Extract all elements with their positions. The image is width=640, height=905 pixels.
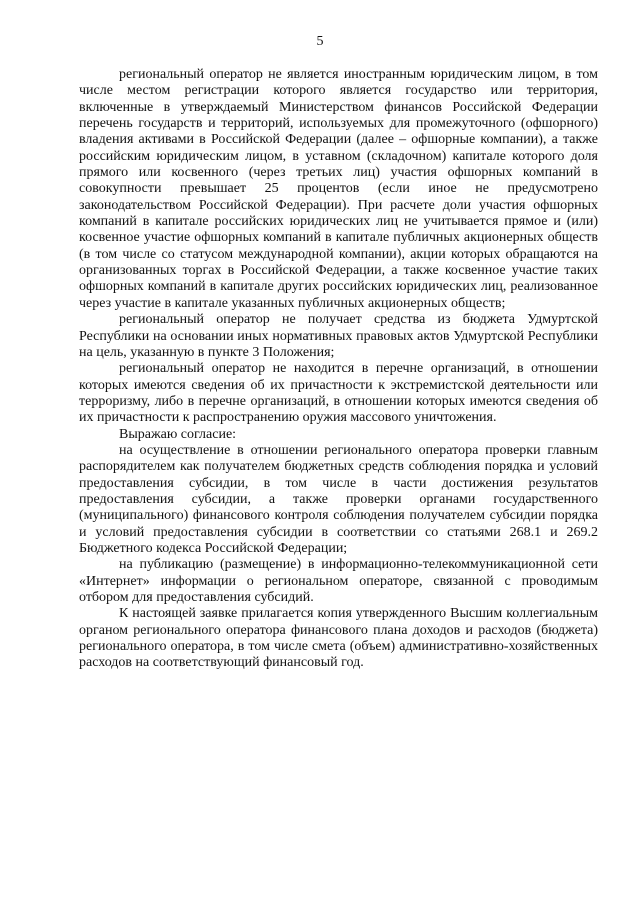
paragraph-consent-heading: Выражаю согласие:: [119, 426, 237, 442]
paragraph-consent-inspections: на осуществление в отношении регионального оператора проверки главным распорядителем как получателем бюджетных средств соблюдения порядка и условий предоставления субсидии, в том числе в части достижения результатов предоставления субсидии, а также проверки органами государственного (муниципального) финансового контроля соблюдения получателем субсидии порядка и условий предоставления субсидии в соответствии со статьями 268.1 и 269.2 Бюджетного кодекса Российской Федерации;: [79, 442, 598, 556]
page-number: 5: [316, 34, 324, 49]
paragraph-attachment: К настоящей заявке прилагается копия утвержденного Высшим коллегиальным органом регионального оператора финансового плана доходов и расходов (бюджета) регионального оператора, в том числе смета (объем) административно-хозяйственных расходов на соответствующий финансовый год.: [79, 606, 598, 671]
paragraph-consent-publication: на публикацию (размещение) в информационно-телекоммуникационной сети «Интернет» информации о региональном операторе, связанной с проводимым отбором для предоставления субсидий.: [79, 557, 598, 605]
document-body: [79, 67, 598, 672]
paragraph-offshore-status: региональный оператор не является иностранным юридическим лицом, в том числе местом регистрации которого является государство или территория, включенные в утверждаемый Министерством финансов Российской Федерации перечень государств и территорий, используемых для промежуточного (офшорного) владения активами в Российской Федерации (далее – офшорные компании), а также российским юридическим лицом, в уставном (складочном) капитале которого доля прямого или косвенного (через третьих лиц) участия офшорных компаний в совокупности превышает 25 процентов (если иное не предусмотрено законодательством Российской Федерации). При расчете доли участия офшорных компаний в капитале российских юридических лиц не учитывается прямое и (или) косвенное участие офшорных компаний в капитале публичных акционерных обществ (в том числе со статусом международной компании), акции которых обращаются на организованных торгах в Российской Федерации, а также косвенное участие таких офшорных компаний в капитале других российских юридических лиц, реализованное через участие в капитале указанных публичных акционерных обществ;: [79, 67, 598, 311]
paragraph-not-in-extremist-list: региональный оператор не находится в перечне организаций, в отношении которых имеются сведения об их причастности к экстремистской деятельности или терроризму, либо в перечне организаций, в отношении которых имеются сведения об их причастности к распространению оружия массового уничтожения.: [79, 361, 598, 426]
paragraph-no-budget-funds: региональный оператор не получает средства из бюджета Удмуртской Республики на основании иных нормативных правовых актов Удмуртской Республики на цель, указанную в пункте 3 Положения;: [79, 312, 598, 360]
